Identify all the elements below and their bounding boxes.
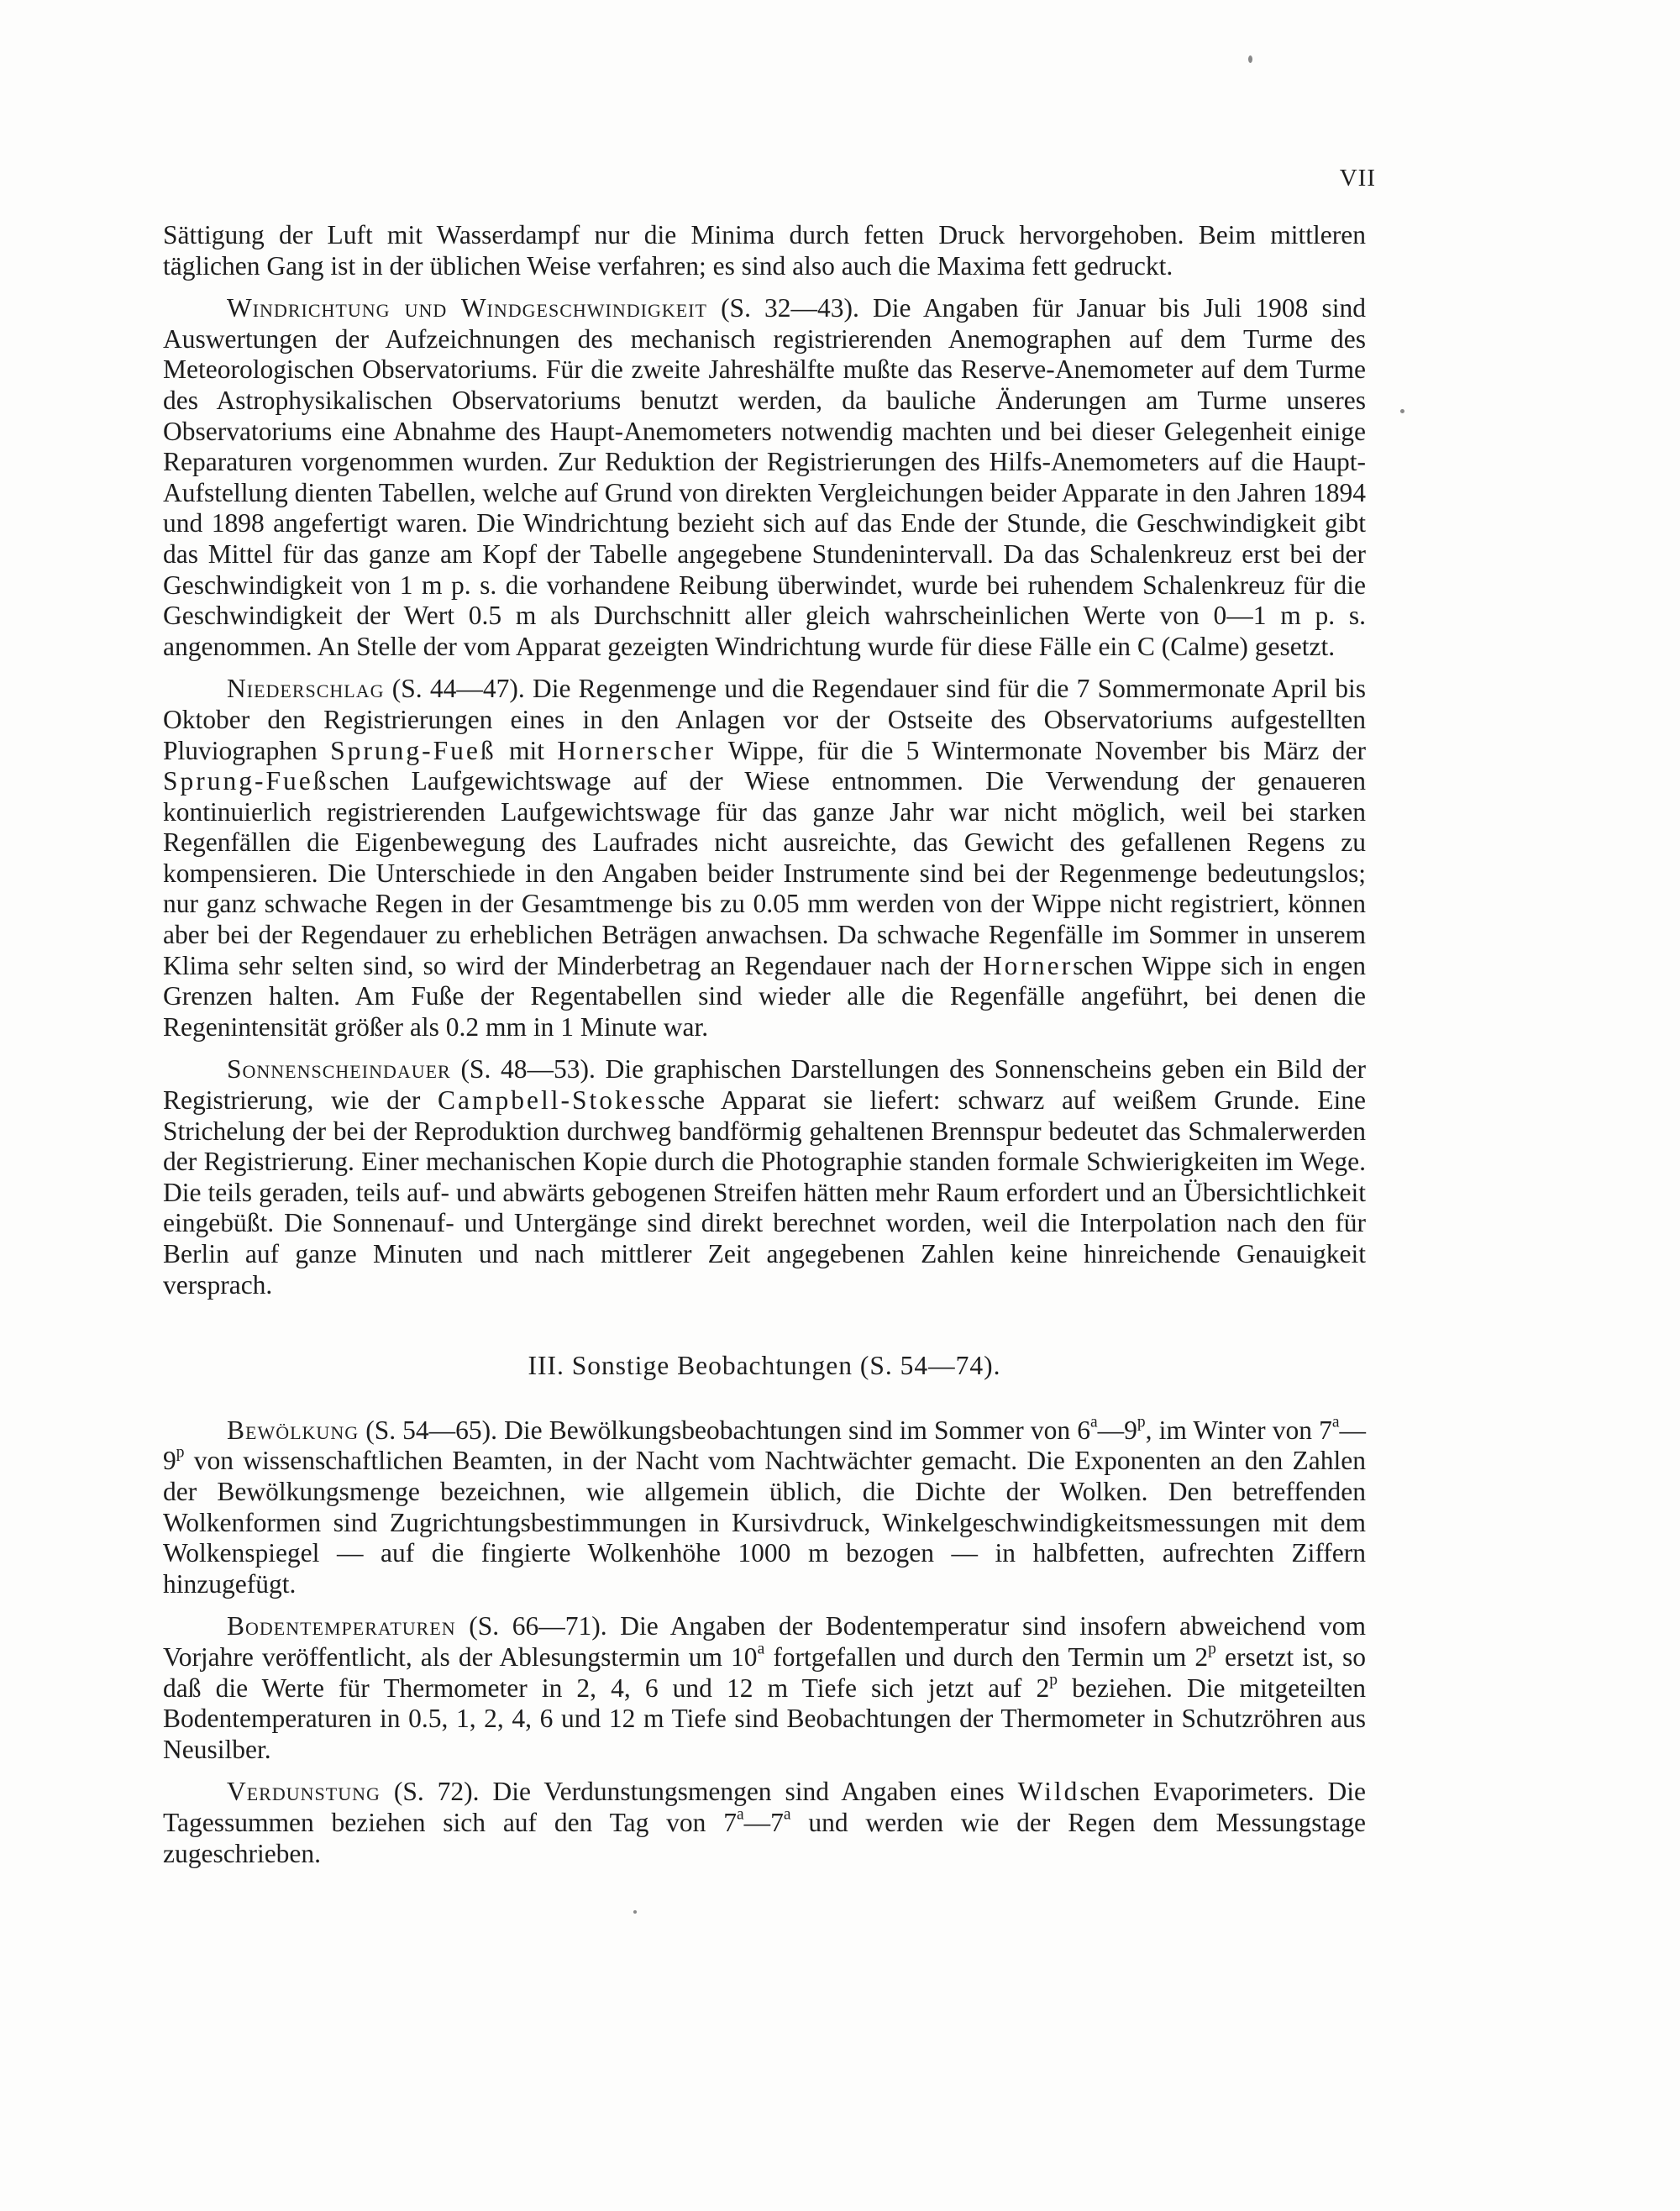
niederschlag-text-2: mit [496,735,558,765]
superscript: a [757,1640,765,1658]
intro-paragraph [163,220,1366,281]
niederschlag-paragraph [163,674,1366,1042]
superscript: p [1049,1670,1058,1688]
verdunstung-heading: Verdunstung [227,1777,381,1807]
boden-heading: Bodentemperaturen [227,1611,456,1641]
scan-speck [1400,409,1404,413]
section-heading: III. Sonstige Beobachtungen (S. 54—74). [528,1351,1001,1381]
bewoelkung-heading: Bewölkung [227,1415,360,1445]
verdunstung-name-1: Wild [1017,1777,1080,1807]
verdunstung-text-1: Die Verdunstungsmengen sind Angaben eines [479,1777,1018,1807]
bewoelkung-text-3: , im Winter von 7 [1145,1415,1332,1445]
superscript: p [1137,1413,1146,1431]
sonnenschein-name-1: Campbell-Stokes [438,1085,658,1116]
scan-speck [1248,55,1252,63]
boden-text-1: Die Angaben der Bodentemperatur sind insofern abweichend vom Vorjahre veröffentlicht, als der Ablesungstermin um 10 [163,1611,1366,1672]
wind-paragraph [163,293,1366,662]
niederschlag-name-3: Sprung-Fueß [163,766,329,796]
niederschlag-name-2: Hornerscher [557,735,716,765]
bewoelkung-ref: (S. 54—65). [359,1415,498,1445]
sonnenschein-text-1: Die graphischen Darstellungen des Sonnenscheins geben ein Bild der Registrierung, wie der [163,1054,1366,1116]
bewoelkung-text-1: Die Bewölkungsbeobachtungen sind im Sommer von 6 [497,1415,1090,1445]
wind-heading: Windrichtung und Windgeschwindigkeit [227,293,707,323]
superscript: a [736,1805,744,1824]
boden-text-3: ersetzt ist, so daß die Werte für Thermometer in 2, 4, 6 und 12 m Tiefe sich jetzt auf 2 [163,1641,1366,1703]
niederschlag-ref: (S. 44—47). [384,674,525,704]
superscript: a [783,1805,791,1824]
sonnenschein-paragraph [163,1054,1366,1300]
verdunstung-text-4: und werden wie der Regen dem Messungstage zugeschrieben. [163,1807,1366,1868]
verdunstung-text-3: —7 [743,1807,784,1837]
niederschlag-name-4: Horner [982,950,1074,980]
sonnenschein-heading: Sonnenscheindauer [227,1054,451,1084]
intro-text: Sättigung der Luft mit Wasserdampf nur die Minima durch fetten Druck hervorgehoben. Beim mittleren täglichen Gang ist in der üblichen Weise verfahren; es sind also auch die Maxima fett gedruckt. [163,220,1366,281]
niederschlag-name-1: Sprung-Fueß [330,735,496,765]
verdunstung-ref: (S. 72). [380,1777,480,1807]
superscript: a [1331,1413,1340,1431]
bewoelkung-text-5: von wissenschaftlichen Beamten, in der Nacht vom Nachtwächter gemacht. Die Exponenten an den Zahlen der Bewölkungsmenge bezeichnen, wie allgemein üblich, die Dichte der Wolken. Den betreffenden Wolkenformen sind Zugrichtungsbestimmungen in Kursivdruck, Winkelgeschwindigkeitsmessungen mit dem Wolkenspiegel — auf die fingierte Wolkenhöhe 1000 m bezogen — in halbfetten, aufrechten Ziffern hinzugefügt. [163,1446,1366,1599]
niederschlag-text-3: Wippe, für die 5 Wintermonate November bis März der [716,735,1366,765]
page-number: VII [1339,165,1376,192]
superscript: p [1208,1640,1216,1658]
wind-ref: (S. 32—43). [706,293,859,323]
superscript: p [176,1443,185,1462]
wind-text: Die Angaben für Januar bis Juli 1908 sind Auswertungen der Aufzeichnungen des mechanisch registrierenden Anemographen auf dem Turme des Meteorologischen Observatoriums. Für die zweite Jahreshälfte mußte das Reserve-Anemometer auf dem Turme des Astrophysikalischen Observatoriums benutzt werden, da bauliche Änderungen am Turme unseres Observatoriums eine Abnahme des Haupt-Anemometers notwendig machten und bei dieser Gelegenheit einige Reparaturen vorgenommen wurden. Zur Reduktion der Registrierungen des Hilfs-Anemometers auf die Haupt-Aufstellung dienten Tabellen, welche auf Grund von direkten Vergleichungen beider Apparate in den Jahren 1894 und 1898 angefertigt waren. Die Windrichtung bezieht sich auf das Ende der Stunde, die Geschwindigkeit gibt das Mittel für das ganze am Kopf der Tabelle angegebene Stundenintervall. Da das Schalenkreuz erst bei der Geschwindigkeit von 1 m p. s. die vorhandene Reibung überwindet, wurde bei ruhendem Schalenkreuz für die Geschwindigkeit der Wert 0.5 m als Durchschnitt aller gleich wahrscheinlichen Werte von 0—1 m p. s. angenommen. An Stelle der vom Apparat gezeigten Windrichtung wurde für diese Fälle ein C (Calme) gesetzt. [163,293,1367,661]
sonnenschein-text-2: sche Apparat sie liefert: schwarz auf weißem Grunde. Eine Strichelung der bei der Reproduktion durchweg bandförmig gehaltenen Brennspur bedeutet das Schmalerwerden der Registrierung. Einer mechanischen Kopie durch die Photographie standen formale Schwierigkeiten im Wege. Die teils geraden, teils auf- und abwärts gebogenen Streifen hätten mehr Raum erfordert und an Übersichtlichkeit eingebüßt. Die Sonnenauf- und Untergänge sind direkt berechnet worden, weil die Interpolation nach den für Berlin auf ganze Minuten und nach mittlerer Zeit angegebenen Zahlen keine hinreichende Genauigkeit versprach. [163,1085,1366,1300]
boden-ref: (S. 66—71). [455,1611,607,1641]
bewoelkung-paragraph [163,1415,1366,1600]
boden-text-2: fortgefallen und durch den Termin um 2 [764,1641,1209,1672]
text-column [163,220,1366,1881]
bewoelkung-text-4: —9 [163,1415,1367,1476]
superscript: a [1089,1413,1098,1431]
scan-speck [633,1910,637,1914]
bewoelkung-text-2: —9 [1097,1415,1137,1445]
niederschlag-text-4: schen Laufgewichtswage auf der Wiese entnommen. Die Verwendung der genaueren kontinuierlich registrierenden Laufgewichtswage für das ganze Jahr war nicht möglich, weil bei starken Regenfällen die Eigenbewegung des Laufrades nicht ausreichte, das Gewicht des gefallenen Regens zu kompensieren. Die Unterschiede in den Angaben beider Instrumente sind bei der Regenmenge bedeutungslos; nur ganz schwache Regen in der Gesamtmenge bis zu 0.05 mm werden von der Wippe nicht registriert, können aber bei der Regendauer zu erheblichen Beträgen anwachsen. Da schwache Regenfälle im Sommer in unserem Klima sehr selten sind, so wird der Minderbetrag an Regendauer nach der [163,766,1366,980]
boden-text-4: beziehen. Die mitgeteilten Bodentemperaturen in 0.5, 1, 2, 4, 6 und 12 m Tiefe sind Beobachtungen der Thermometer in Schutzröhren aus Neusilber. [163,1673,1366,1764]
niederschlag-text-1: Die Regenmenge und die Regendauer sind für die 7 Sommermonate April bis Oktober den Registrierungen eines in den Anlagen vor der Ostseite des Observatoriums aufgestellten Pluviographen [163,674,1367,765]
verdunstung-paragraph [163,1777,1366,1869]
sonnenschein-ref: (S. 48—53). [450,1054,596,1084]
niederschlag-heading: Niederschlag [227,674,385,704]
boden-paragraph [163,1611,1366,1765]
niederschlag-text-5: schen Wippe sich in engen Grenzen halten. Am Fuße der Regentabellen sind wieder alle die Regenfälle angeführt, bei denen die Regenintensität größer als 0.2 mm in 1 Minute war. [163,950,1367,1042]
verdunstung-text-2: schen Evaporimeters. Die Tagessummen beziehen sich auf den Tag von 7 [163,1777,1366,1837]
